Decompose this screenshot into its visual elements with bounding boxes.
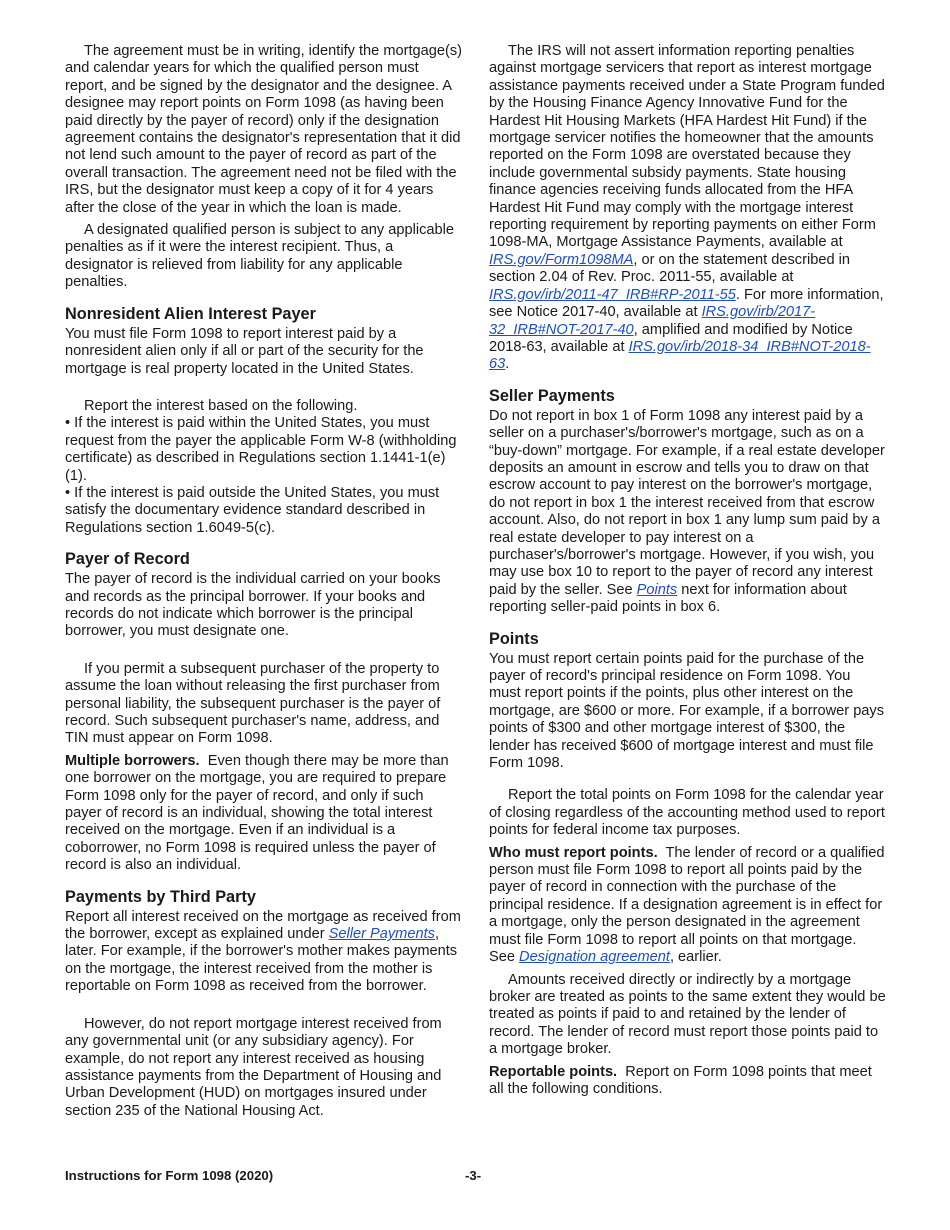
mortgage-broker-paragraph: Amounts received directly or indirectly by a mortgage broker are treated as points to the same extent they would be treated as points if paid to and retained by the lender of record. The lender of record must report those points paid to a mortgage broker. — [489, 971, 886, 1058]
seller-payments-paragraph: Do not report in box 1 of Form 1098 any interest paid by a seller on a purchaser's/borrower's mortgage, such as on a “buy-down” mortgage. For example, if a real estate developer deposits an amount in escrow and tells you to draw on that escrow account to pay interest on the borrower's mortgage, do not report in box 1 the interest received from that escrow account. Also, do not report in box 1 any lump sum paid by a real estate developer to pay interest on a purchaser's/borrower's mortgage. However, if you wish, you may use box 10 to report to the payer of record any interest paid by the seller. See Points next for information about reporting seller-paid points in box 6. — [489, 407, 885, 616]
multiple-borrowers-paragraph: Multiple borrowers. Even though there may be more than one borrower on the mortgage, you are required to prepare Form 1098 only for the payer of record, and only if such payer of record is an individual, showing the total interest received on the mortgage. Even if an individual is a coborrower, no Form 1098 is required unless the payer of record is also an individual. — [65, 752, 449, 874]
nonresident-alien-paragraph: You must file Form 1098 to report interest paid by a nonresident alien only if all or part of the security for the mortgage is real property located in the United States. — [65, 325, 424, 377]
points-paragraph: You must report certain points paid for the purchase of the payer of record's principal residence on Form 1098. You must report points if the points, plus other interest on the mortgage, are $600 or more. For example, if a borrower pays points of $300 and other mortgage interest of $300, the lender has received $600 of mortgage interest and must file Form 1098. — [489, 650, 885, 772]
bullet-glyph: • — [65, 484, 71, 501]
who-must-report-paragraph: Who must report points. The lender of record or a qualified person must file Form 1098 to report all points paid by the payer of record in connection with the purchase of the principal residence. If a designation agreement is in effect for a mortgage, only the person designated in the agreement must file Form 1098 to report all points on that mortgage. See Designation agreement, earlier. — [489, 844, 885, 966]
form1098ma-link[interactable]: IRS.gov/Form1098MA — [489, 251, 634, 268]
designated-person-paragraph: A designated qualified person is subject to any applicable penalties as if it were the interest recipient. Thus, a designator is relieved from liability for any applicable penalties. — [65, 222, 454, 291]
left-column — [65, 43, 463, 1120]
payer-of-record-heading: Payer of Record — [65, 550, 190, 569]
bullet-item-within-us: • If the interest is paid within the United States, you must request from the payer the applicable Form W-8 (withholding certificate) as described in Regulations section 1.1441-1(e)(1). — [65, 415, 457, 484]
nonresident-alien-heading: Nonresident Alien Interest Payer — [65, 304, 316, 323]
designation-agreement-link[interactable]: Designation agreement — [519, 949, 670, 966]
report-interest-intro: Report the interest based on the following. — [84, 397, 358, 414]
notice-2017-40-link[interactable]: IRS.gov/irb/2017-32_IRB#NOT-2017-40 — [489, 304, 816, 338]
seller-payments-link[interactable]: Seller Payments — [328, 926, 435, 943]
right-column — [489, 43, 886, 1098]
points-link[interactable]: Points — [636, 581, 678, 598]
multiple-borrowers-label: Multiple borrowers. — [65, 752, 200, 769]
points-heading: Points — [489, 629, 539, 648]
reportable-points-paragraph: Reportable points. Report on Form 1098 points that meet all the following conditions. — [489, 1063, 872, 1097]
payer-of-record-paragraph: The payer of record is the individual carried on your books and records as the principal borrower. If your books and records do not indicate which borrower is the principal borrower, you must designate one. — [65, 571, 441, 640]
subsequent-purchaser-paragraph: If you permit a subsequent purchaser of the property to assume the loan without releasing the first purchaser from personal liability, the subsequent purchaser is the payer of record. Such subsequent purchaser's name, address, and TIN must appear on Form 1098. — [65, 660, 441, 747]
payments-third-party-heading: Payments by Third Party — [65, 887, 256, 906]
page-number: -3- — [465, 1168, 482, 1183]
bullet-glyph: • — [65, 415, 71, 432]
seller-payments-heading: Seller Payments — [489, 386, 615, 405]
who-must-report-label: Who must report points. — [489, 844, 658, 861]
notice-2018-63-link[interactable]: IRS.gov/irb/2018-34_IRB#NOT-2018-63 — [489, 338, 871, 373]
reportable-points-label: Reportable points. — [489, 1063, 618, 1080]
footer-title: Instructions for Form 1098 (2020) — [65, 1168, 274, 1183]
governmental-unit-paragraph: However, do not report mortgage interest received from any governmental unit (or any subsidiary agency). For example, do not report any interest received as housing assistance payments from the Department of Housing and Urban Development (HUD) on mortgages insured under section 235 of the National Housing Act. — [65, 1015, 442, 1119]
hardest-hit-fund-paragraph: The IRS will not assert information reporting penalties against mortgage servicers that report as interest mortgage assistance payments received under a State Program funded by the Housing Finance Agency Innovative Fund for the Hardest Hit Housing Markets (HFA Hardest Hit Fund) if the mortgage servicer notifies the homeowner that the amounts reported on the Form 1098 are overstated because they include governmental subsidy payments. State housing finance agencies receiving funds allocated from the HFA Hardest Hit Fund may comply with the mortgage interest reporting requirement by reporting payments on either Form 1098-MA, Mortgage Assistance Payments, available at IRS.gov/Form1098MA, or on the statement described in section 2.04 of Rev. Proc. 2011-55, available at IRS.gov/irb/2011-47_IRB#RP-2011-55. For more information, see Notice 2017-40, available at IRS.gov/irb/2017-32_IRB#NOT-2017-40, amplified and modified by Notice 2018-63, available at IRS.gov/irb/2018-34_IRB#NOT-2018-63. — [489, 43, 885, 373]
total-points-paragraph: Report the total points on Form 1098 for the calendar year of closing regardless of the accounting method used to report points for federal income tax purposes. — [489, 787, 885, 839]
rev-proc-2011-55-link[interactable]: IRS.gov/irb/2011-47_IRB#RP-2011-55 — [489, 286, 736, 303]
third-party-paragraph: Report all interest received on the mortgage as received from the borrower, except as explained under Seller Payments, later. For example, if the borrower's mother makes payments on the mortgage, the interest received from the mother is reportable on Form 1098 as received from the borrower. — [65, 908, 461, 995]
designation-agreement-paragraph: The agreement must be in writing, identify the mortgage(s) and calendar years for which the qualified person must report, and be signed by the designator and the designee. A designee may report points on Form 1098 (as having been paid directly by the payer of record) only if the designation agreement contains the designator's representation that it did not lend such amount to the payer of record as part of the overall transaction. The agreement need not be filed with the IRS, but the designator must keep a copy of it for 4 years after the close of the year in which the loan is made. — [65, 43, 462, 216]
bullet-item-outside-us: • If the interest is paid outside the United States, you must satisfy the documentary evidence standard described in Regulations section 1.6049-5(c). — [65, 484, 440, 536]
